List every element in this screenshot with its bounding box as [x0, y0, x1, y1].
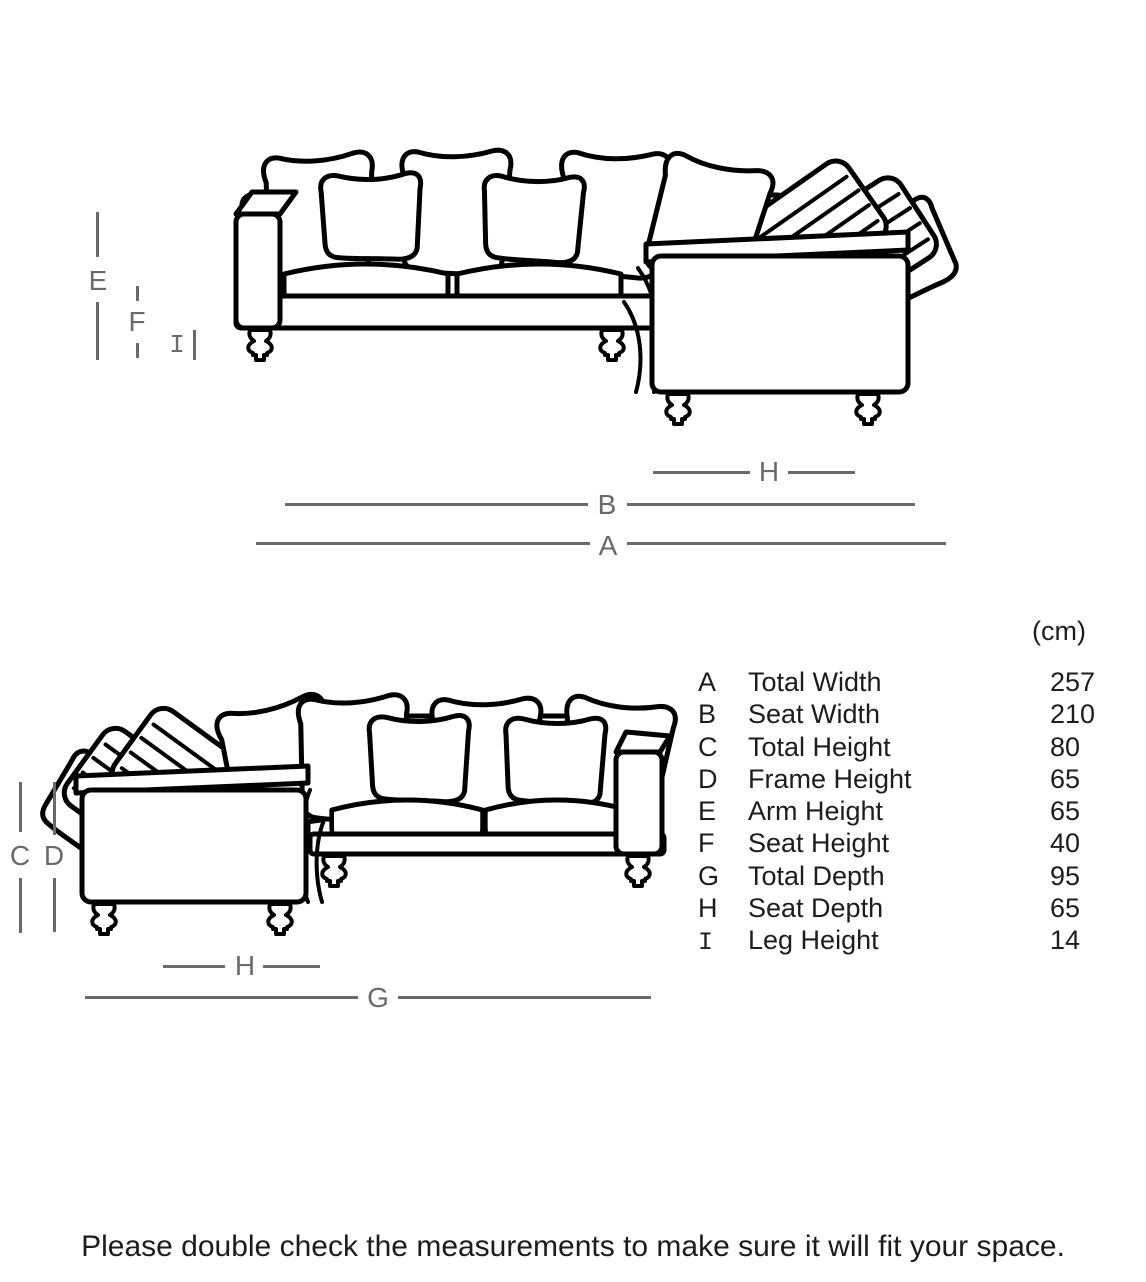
row-value: 257 [1050, 667, 1096, 697]
row-name: Frame Height [748, 763, 912, 794]
table-row [698, 698, 1138, 730]
row-name: Seat Depth [748, 893, 884, 924]
dim-line-i [193, 330, 196, 360]
table-row [698, 827, 1138, 859]
dim-line-e-lower [96, 302, 99, 360]
dim-line-c-upper [19, 782, 22, 832]
row-value: 65 [1050, 796, 1081, 827]
row-name: Seat Height [748, 828, 890, 859]
dim-label-i: I [169, 330, 185, 360]
row-name: Total Height [748, 731, 891, 762]
row-letter: B [698, 699, 717, 730]
dim-line-e-upper [96, 212, 99, 257]
dim-label-d: D [43, 840, 65, 871]
dim-label-h-bottom: H [234, 950, 256, 981]
row-letter: C [698, 731, 718, 762]
corner-sofa-side-view-illustration [60, 680, 680, 950]
table-row [698, 924, 1138, 956]
row-value: 95 [1050, 860, 1081, 891]
row-value: 65 [1050, 893, 1081, 924]
row-letter: H [698, 893, 718, 924]
units-header: (cm) [1032, 616, 1086, 646]
dim-line-b-left [285, 503, 588, 506]
dim-line-f-lower [136, 343, 139, 358]
dim-label-f: F [128, 306, 146, 337]
dim-line-h-bottom-left [163, 965, 225, 968]
dim-label-b: B [597, 489, 617, 520]
dim-line-g-left [85, 996, 358, 999]
row-letter: G [698, 860, 720, 891]
measurement-disclaimer: Please double check the measurements to make sure it will fit your space. [81, 1230, 1065, 1263]
row-value: 65 [1050, 763, 1081, 794]
dim-line-c-lower [19, 878, 22, 933]
measurements-table [698, 666, 1138, 957]
row-letter: A [698, 667, 717, 697]
dim-line-f-upper [136, 286, 139, 301]
row-letter: F [698, 828, 715, 859]
dim-label-c: C [9, 840, 31, 871]
dim-label-e: E [88, 265, 108, 296]
row-name: Total Depth [748, 860, 885, 891]
table-row [698, 731, 1138, 763]
row-name: Arm Height [748, 796, 884, 827]
dim-line-d-lower [53, 878, 56, 932]
table-row [698, 666, 1138, 698]
table-row [698, 795, 1138, 827]
row-value: 40 [1050, 828, 1081, 859]
dim-line-g-right [398, 996, 651, 999]
dim-line-b-right [627, 503, 915, 506]
dim-label-h-top: H [758, 456, 780, 487]
row-name: Leg Height [748, 925, 879, 956]
row-value: 210 [1050, 699, 1096, 730]
row-value: 14 [1050, 925, 1081, 956]
table-row [698, 763, 1138, 795]
row-name: Seat Width [748, 699, 881, 730]
row-letter: E [698, 796, 717, 827]
row-name: Total Width [748, 667, 882, 697]
dim-line-a-left [256, 542, 590, 545]
dim-line-h-top-right [788, 471, 855, 474]
row-letter: I [698, 928, 714, 958]
dim-line-h-top-left [653, 471, 750, 474]
table-row [698, 892, 1138, 924]
dim-label-g: G [367, 982, 389, 1013]
dim-line-a-right [627, 542, 946, 545]
dim-label-a: A [598, 530, 618, 561]
dim-line-d-upper [53, 782, 56, 835]
row-value: 80 [1050, 731, 1081, 762]
dim-line-h-bottom-right [263, 965, 320, 968]
row-letter: D [698, 763, 718, 794]
corner-sofa-front-view-illustration [220, 140, 920, 460]
table-row [698, 860, 1138, 892]
